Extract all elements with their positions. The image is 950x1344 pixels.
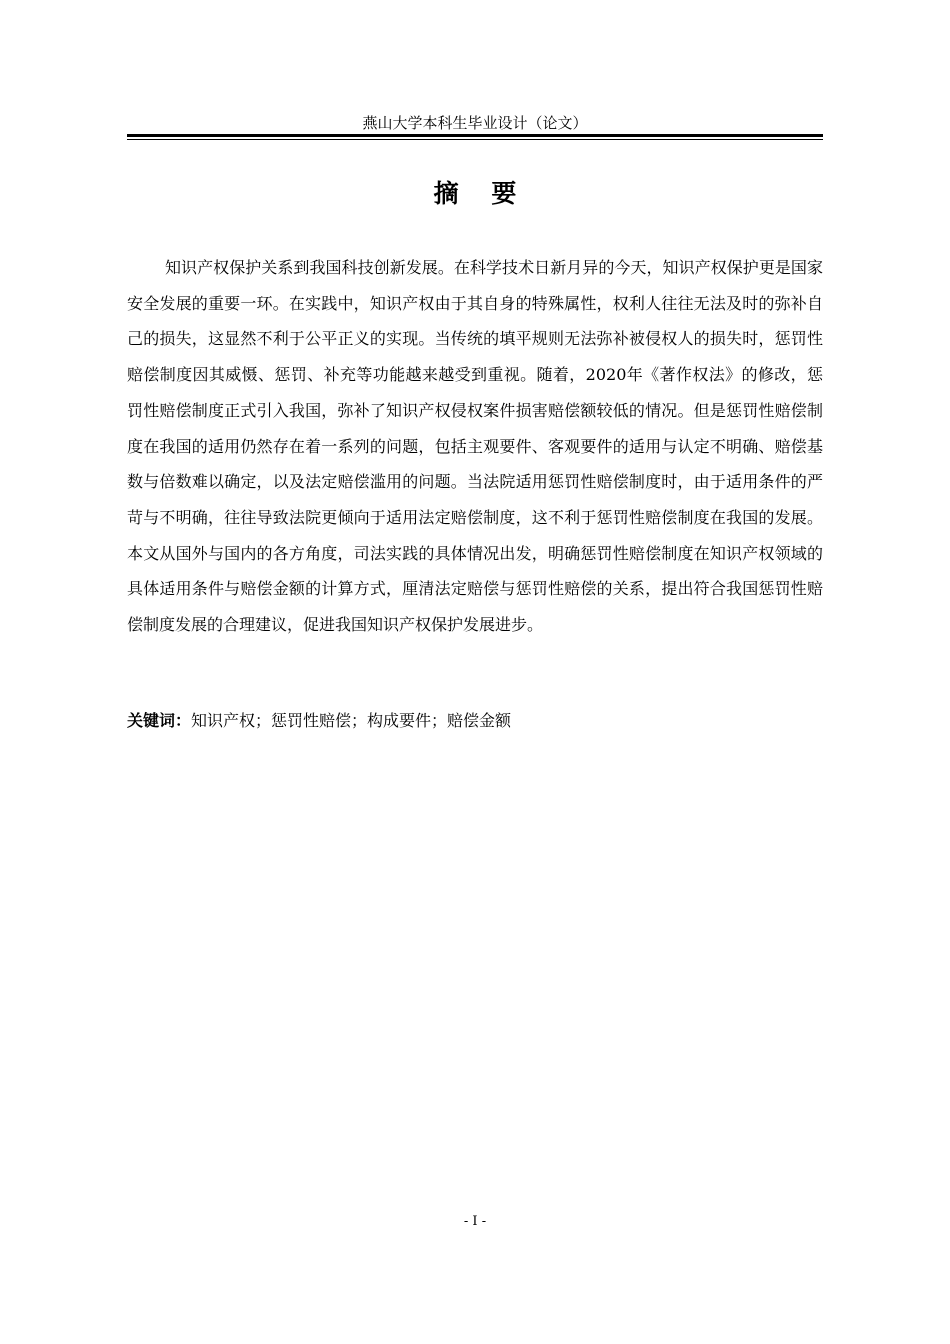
- page-number: - I -: [463, 1214, 487, 1229]
- keywords-label: 关键词：: [127, 711, 192, 730]
- abstract-body: 知识产权保护关系到我国科技创新发展。在科学技术日新月异的今天，知识产权保护更是国家安全发展的重要一环。在实践中，知识产权由于其自身的特殊属性，权利人往往无法及时的弥补自己的损失，这显然不利于公平正义的实现。当传统的填平规则无法弥补被侵权人的损失时，惩罚性赔偿制度因其威慑、惩罚、补充等功能越来越受到重视。随着，2020年《著作权法》的修改，惩罚性赔偿制度正式引入我国，弥补了知识产权侵权案件损害赔偿额较低的情况。但是惩罚性赔偿制度在我国的适用仍然存在着一系列的问题，包括主观要件、客观要件的适用与认定不明确、赔偿基数与倍数难以确定，以及法定赔偿滥用的问题。当法院适用惩罚性赔偿制度时，由于适用条件的严苛与不明确，往往导致法院更倾向于适用法定赔偿制度，这不利于惩罚性赔偿制度在我国的发展。本文从国外与国内的各方角度，司法实践的具体情况出发，明确惩罚性赔偿制度在知识产权领域的具体适用条件与赔偿金额的计算方式，厘清法定赔偿与惩罚性赔偿的关系，提出符合我国惩罚性赔偿制度发展的合理建议，促进我国知识产权保护发展进步。: [127, 258, 823, 635]
- header-rule-thick: [127, 134, 823, 137]
- keywords-line: [127, 706, 823, 736]
- keywords-text: 知识产权；惩罚性赔偿；构成要件；赔偿金额: [191, 711, 512, 730]
- abstract-title: 摘 要: [433, 179, 529, 208]
- running-header: 燕山大学本科生毕业设计（论文）: [362, 114, 588, 132]
- header-rule-thin: [127, 139, 823, 140]
